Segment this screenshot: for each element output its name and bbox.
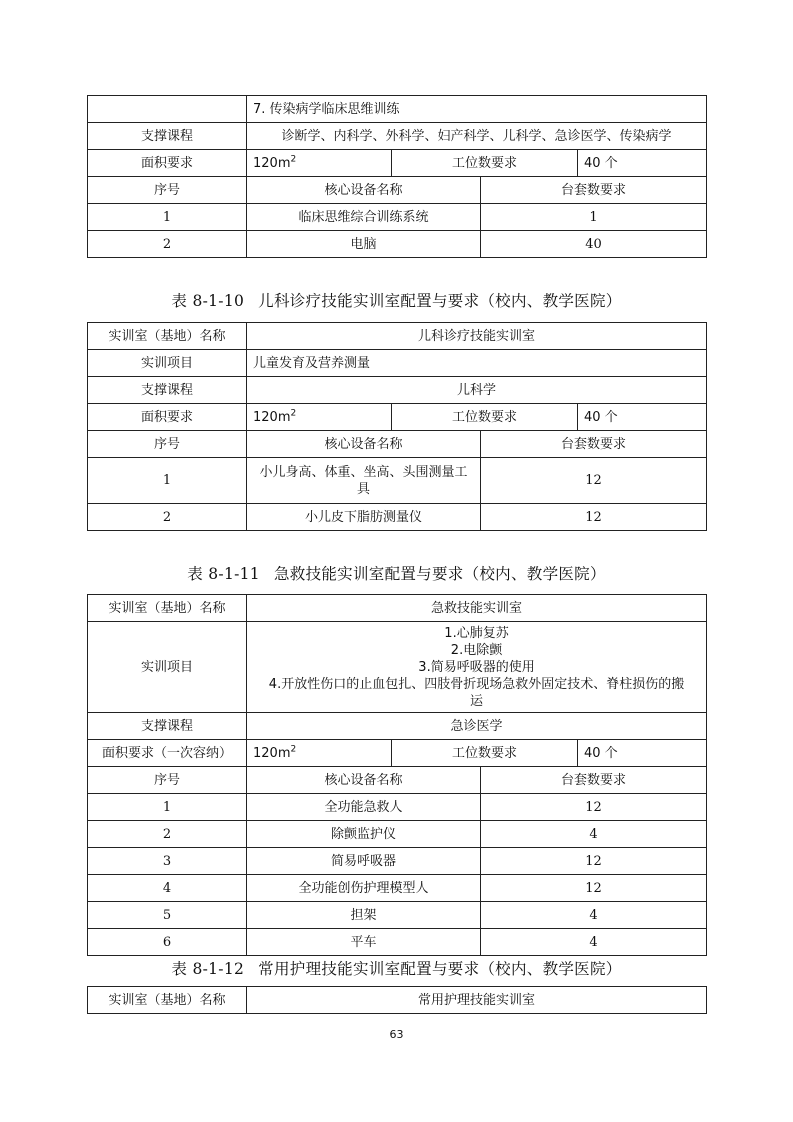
room-value: 儿科诊疗技能实训室 — [247, 323, 707, 350]
table-row: 5 担架 4 — [88, 902, 707, 929]
table-header-row — [88, 177, 707, 204]
table-row — [88, 404, 707, 431]
page-number: 63 — [389, 1028, 404, 1041]
table-8-1-9-tail — [87, 95, 707, 258]
table-header-row — [88, 431, 707, 458]
table-row — [88, 713, 707, 740]
area-label: 面积要求 — [88, 404, 247, 431]
list-item: 1.心肺复苏 — [444, 625, 509, 641]
project-items — [247, 622, 707, 713]
table-8-1-11 — [87, 594, 707, 956]
support-value: 急诊医学 — [247, 713, 707, 740]
area-value: $120m^2$ — [247, 740, 392, 767]
room-label: 实训室（基地）名称 — [88, 595, 247, 622]
support-label: 支撑课程 — [88, 123, 247, 150]
table-row — [88, 350, 707, 377]
table-row: 1 临床思维综合训练系统 1 — [88, 204, 707, 231]
table-row: 6 平车 4 — [88, 929, 707, 956]
col-seq: 序号 — [88, 177, 247, 204]
col-equip: 核心设备名称 — [247, 767, 481, 794]
table-8-1-10 — [87, 322, 707, 531]
col-equip: 核心设备名称 — [247, 431, 481, 458]
room-label: 实训室（基地）名称 — [88, 987, 247, 1014]
table-8-1-12 — [87, 986, 707, 1014]
list-item: 运 — [470, 693, 484, 709]
station-label: 工位数要求 — [392, 404, 578, 431]
table-row — [88, 622, 707, 713]
table-row: 4 全功能创伤护理模型人 12 — [88, 875, 707, 902]
col-qty: 台套数要求 — [481, 177, 707, 204]
col-seq: 序号 — [88, 431, 247, 458]
table-row: 2 除颤监护仪 4 — [88, 821, 707, 848]
col-seq: 序号 — [88, 767, 247, 794]
project-label: 实训项目 — [88, 350, 247, 377]
col-qty: 台套数要求 — [481, 767, 707, 794]
col-equip: 核心设备名称 — [247, 177, 481, 204]
project-value: 儿童发育及营养测量 — [247, 350, 707, 377]
station-label: 工位数要求 — [392, 150, 578, 177]
list-item: 2.电除颤 — [450, 642, 503, 658]
project-label: 实训项目 — [88, 622, 247, 713]
table-row: 2 电脑 40 — [88, 231, 707, 258]
table-row — [88, 150, 707, 177]
list-item: 4.开放性伤口的止血包扎、四肢骨折现场急救外固定技术、脊柱损伤的搬 — [268, 676, 685, 692]
table-8-1-10-caption: 表 8-1-10 儿科诊疗技能实训室配置与要求（校内、教学医院） — [171, 292, 622, 310]
table-row — [88, 987, 707, 1014]
room-label: 实训室（基地）名称 — [88, 323, 247, 350]
col-qty: 台套数要求 — [481, 431, 707, 458]
area-value: $120m^2$ — [247, 150, 392, 177]
support-label: 支撑课程 — [88, 377, 247, 404]
table-row — [88, 595, 707, 622]
station-value: 40 个 — [578, 740, 707, 767]
area-label: 面积要求 — [88, 150, 247, 177]
room-value: 常用护理技能实训室 — [247, 987, 707, 1014]
table-row — [88, 377, 707, 404]
list-item: 3.简易呼吸器的使用 — [418, 659, 535, 675]
table-header-row — [88, 767, 707, 794]
table-row — [88, 96, 707, 123]
table-8-1-12-caption: 表 8-1-12 常用护理技能实训室配置与要求（校内、教学医院） — [171, 960, 622, 978]
station-value: 40 个 — [578, 150, 707, 177]
support-value: 儿科学 — [247, 377, 707, 404]
station-label: 工位数要求 — [392, 740, 578, 767]
table-row — [88, 123, 707, 150]
table-row — [88, 740, 707, 767]
table-row — [88, 323, 707, 350]
table-row: 1 小儿身高、体重、坐高、头围测量工 具 12 — [88, 458, 707, 504]
area-value: $120m^2$ — [247, 404, 392, 431]
project-line: 7. 传染病学临床思维训练 — [247, 96, 707, 123]
table-row: 1 全功能急救人 12 — [88, 794, 707, 821]
table-row: 3 简易呼吸器 12 — [88, 848, 707, 875]
table-8-1-11-caption: 表 8-1-11 急救技能实训室配置与要求（校内、教学医院） — [187, 565, 606, 583]
support-value: 诊断学、内科学、外科学、妇产科学、儿科学、急诊医学、传染病学 — [247, 123, 707, 150]
area-label: 面积要求（一次容纳） — [88, 740, 247, 767]
support-label: 支撑课程 — [88, 713, 247, 740]
table-row: 2 小儿皮下脂肪测量仪 12 — [88, 504, 707, 531]
room-value: 急救技能实训室 — [247, 595, 707, 622]
station-value: 40 个 — [578, 404, 707, 431]
